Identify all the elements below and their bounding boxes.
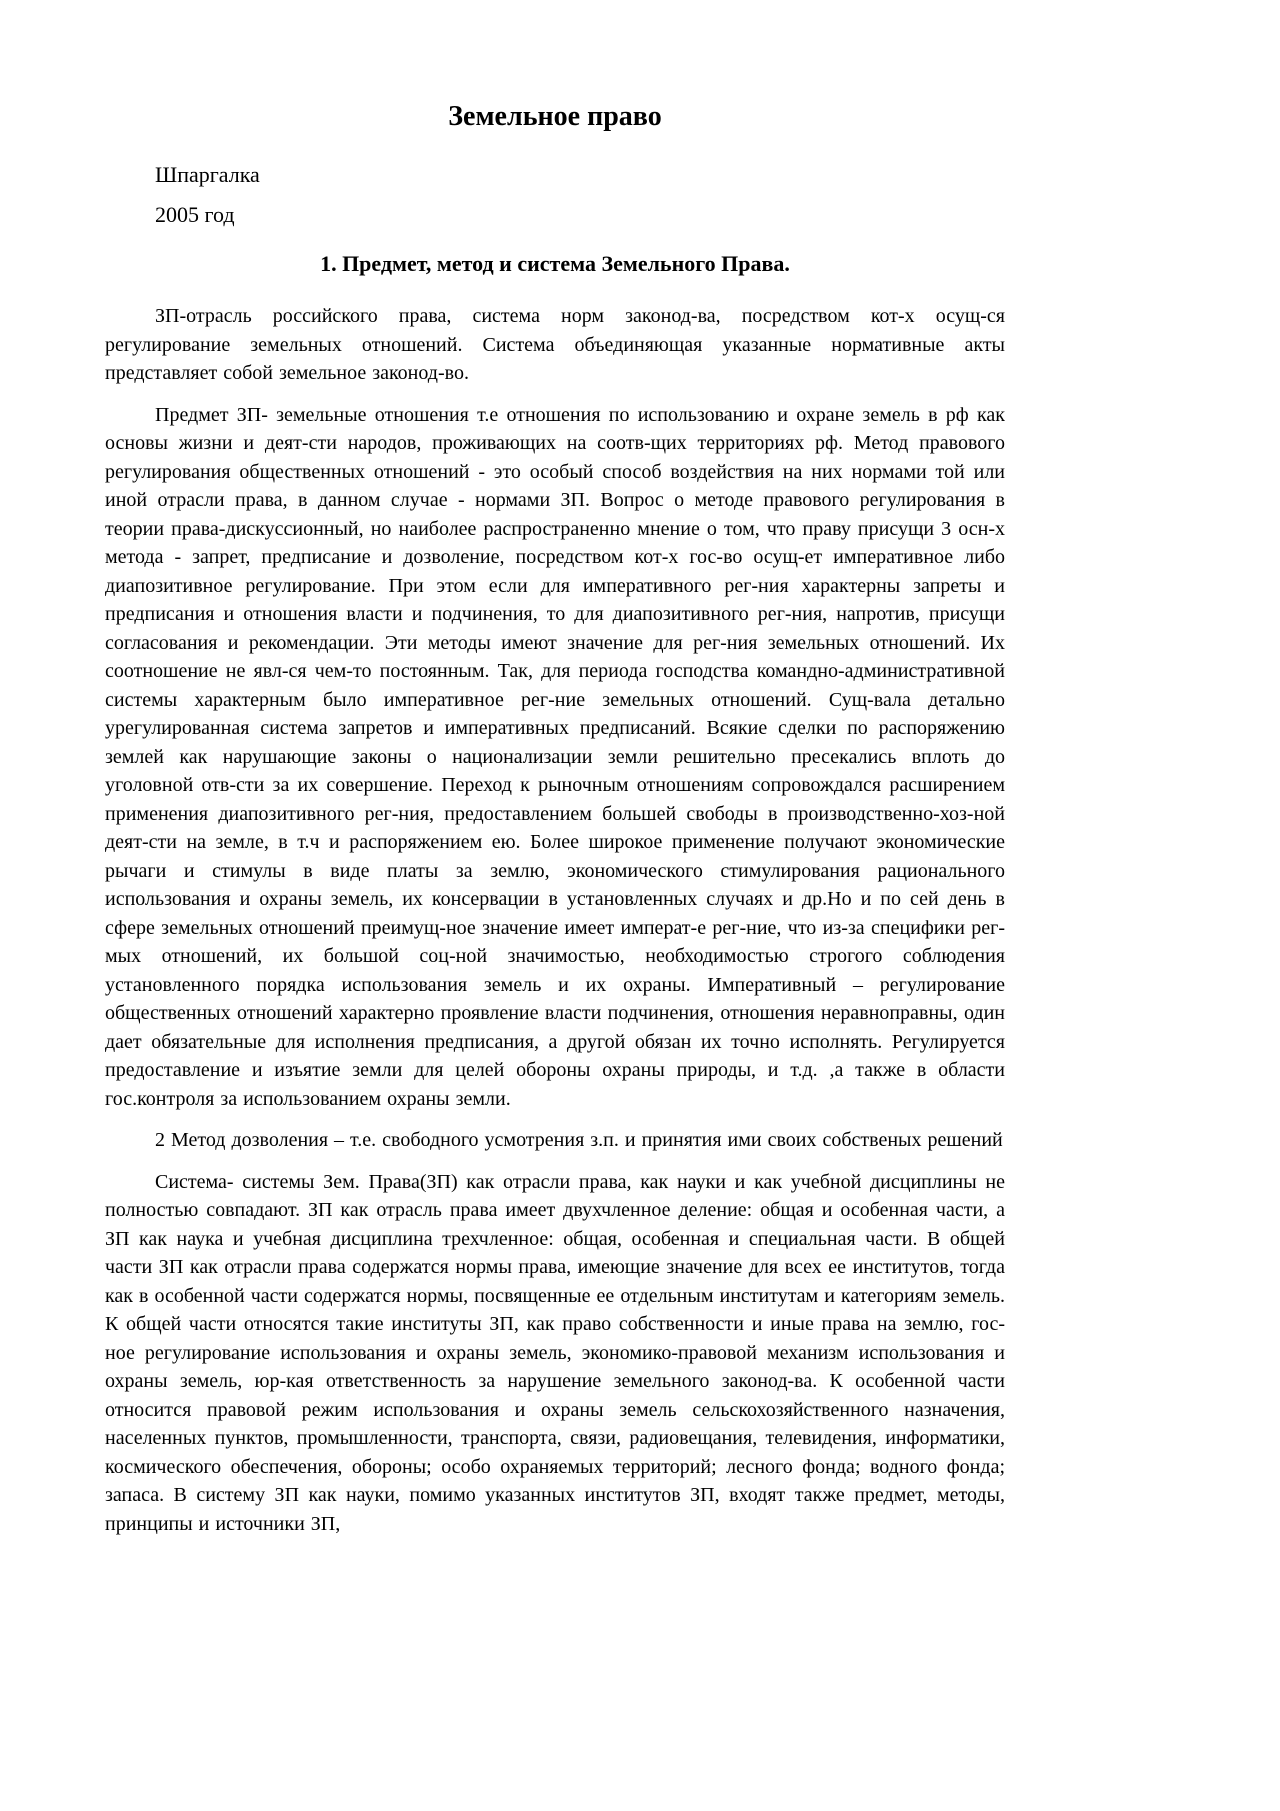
section-heading: 1. Предмет, метод и система Земельного Права. xyxy=(320,251,790,276)
paragraph-definition: ЗП-отрасль российского права, система норм законод-ва, посредством кот-х осущ-ся регулирование земельных отношений. Система объединяющая указанные нормативные акты представляет собой земельное законод-во. xyxy=(105,305,1005,384)
paragraph-subject-method: Предмет ЗП- земельные отношения т.е отношения по использованию и охране земель в рф как основы жизни и деят-сти народов, проживающих на соотв-щих территориях рф. Метод правового регулирования общественных отношений - это особый способ воздействия на них нормами той или иной отрасли права, в данном случае - нормами ЗП. Вопрос о методе правового регулирования в теории права-дискуссионный, но наиболее распространенно мнение о том, что праву присущи 3 осн-х метода - запрет, предписание и дозволение, посредством кот-х гос-во осущ-ет императивное либо диапозитивное регулирование. При этом если для императивного рег-ния характерны запреты и предписания и отношения власти и подчинения, то для диапозитивного рег-ния, напротив, присущи согласования и рекомендации. Эти методы имеют значение для рег-ния земельных отношений. Их соотношение не явл-ся чем-то постоянным. Так, для периода господства командно-административной системы характерным было императивное рег-ние земельных отношений. Сущ-вала детально урегулированная система запретов и императивных предписаний. Всякие сделки по распоряжению землей как нарушающие законы о национализации земли решительно пресекались вплоть до уголовной отв-сти за их совершение. Переход к рыночным отношениям сопровождался расширением применения диапозитивного рег-ния, предоставлением большей свободы в производственно-хоз-ной деят-сти на земле, в т.ч и распоряжением ею. Более широкое применение получают экономические рычаги и стимулы в виде платы за землю, экономического стимулирования рационального использования и охраны земель, их консервации в установленных случаях и др.Но и по сей день в сфере земельных отношений преимущ-ное значение имеет императ-е рег-ние, что из-за специфики рег-мых отношений, их большой соц-ной значимостью, необходимостью строгого соблюдения установленного порядка использования земель и их охраны. Императивный – регулирование общественных отношений характерно проявление власти подчинения, отношения неравноправны, один дает обязательные для исполнения предписания, а другой обязан их точно исполнять. Регулируется предоставление и изъятие земли для целей обороны охраны природы, и т.д. ,а также в области гос.контроля за использованием охраны земли. xyxy=(105,403,1005,1110)
paragraph-system: Система- системы Зем. Права(ЗП) как отрасли права, как науки и как учебной дисциплины не полностью совпадают. ЗП как отрасль права имеет двухчленное деление: общая и особенная части, а ЗП как наука и учебная дисциплина трехчленное: общая, особенная и специальная части. В общей части ЗП как отрасли права содержатся нормы права, имеющие значение для всех ее институтов, тогда как в особенной части содержатся нормы, посвященные ее отдельным институтам и категориям земель. К общей части относятся такие институты ЗП, как право собственности и иные права на землю, гос-ное регулирование использования и охраны земель, экономико-правовой механизм использования и охраны земель, юр-кая ответственность за нарушение земельного законод-ва. К особенной части относится правовой режим использования и охраны земель сельскохозяйственного назначения, населенных пунктов, промышленности, транспорта, связи, радиовещания, телевидения, информатики, космического обеспечения, обороны; особо охраняемых территорий; лесного фонда; водного фонда; запаса. В систему ЗП как науки, помимо указанных институтов ЗП, входят также предмет, методы, принципы и источники ЗП, xyxy=(105,1170,1005,1535)
document-title: Земельное право xyxy=(448,101,662,132)
document-subtitle: Шпаргалка xyxy=(155,162,260,187)
document-year: 2005 год xyxy=(155,202,235,227)
paragraph-method-permission: 2 Метод дозволения – т.е. свободного усмотрения з.п. и принятия ими своих собственых решений xyxy=(155,1129,1003,1151)
